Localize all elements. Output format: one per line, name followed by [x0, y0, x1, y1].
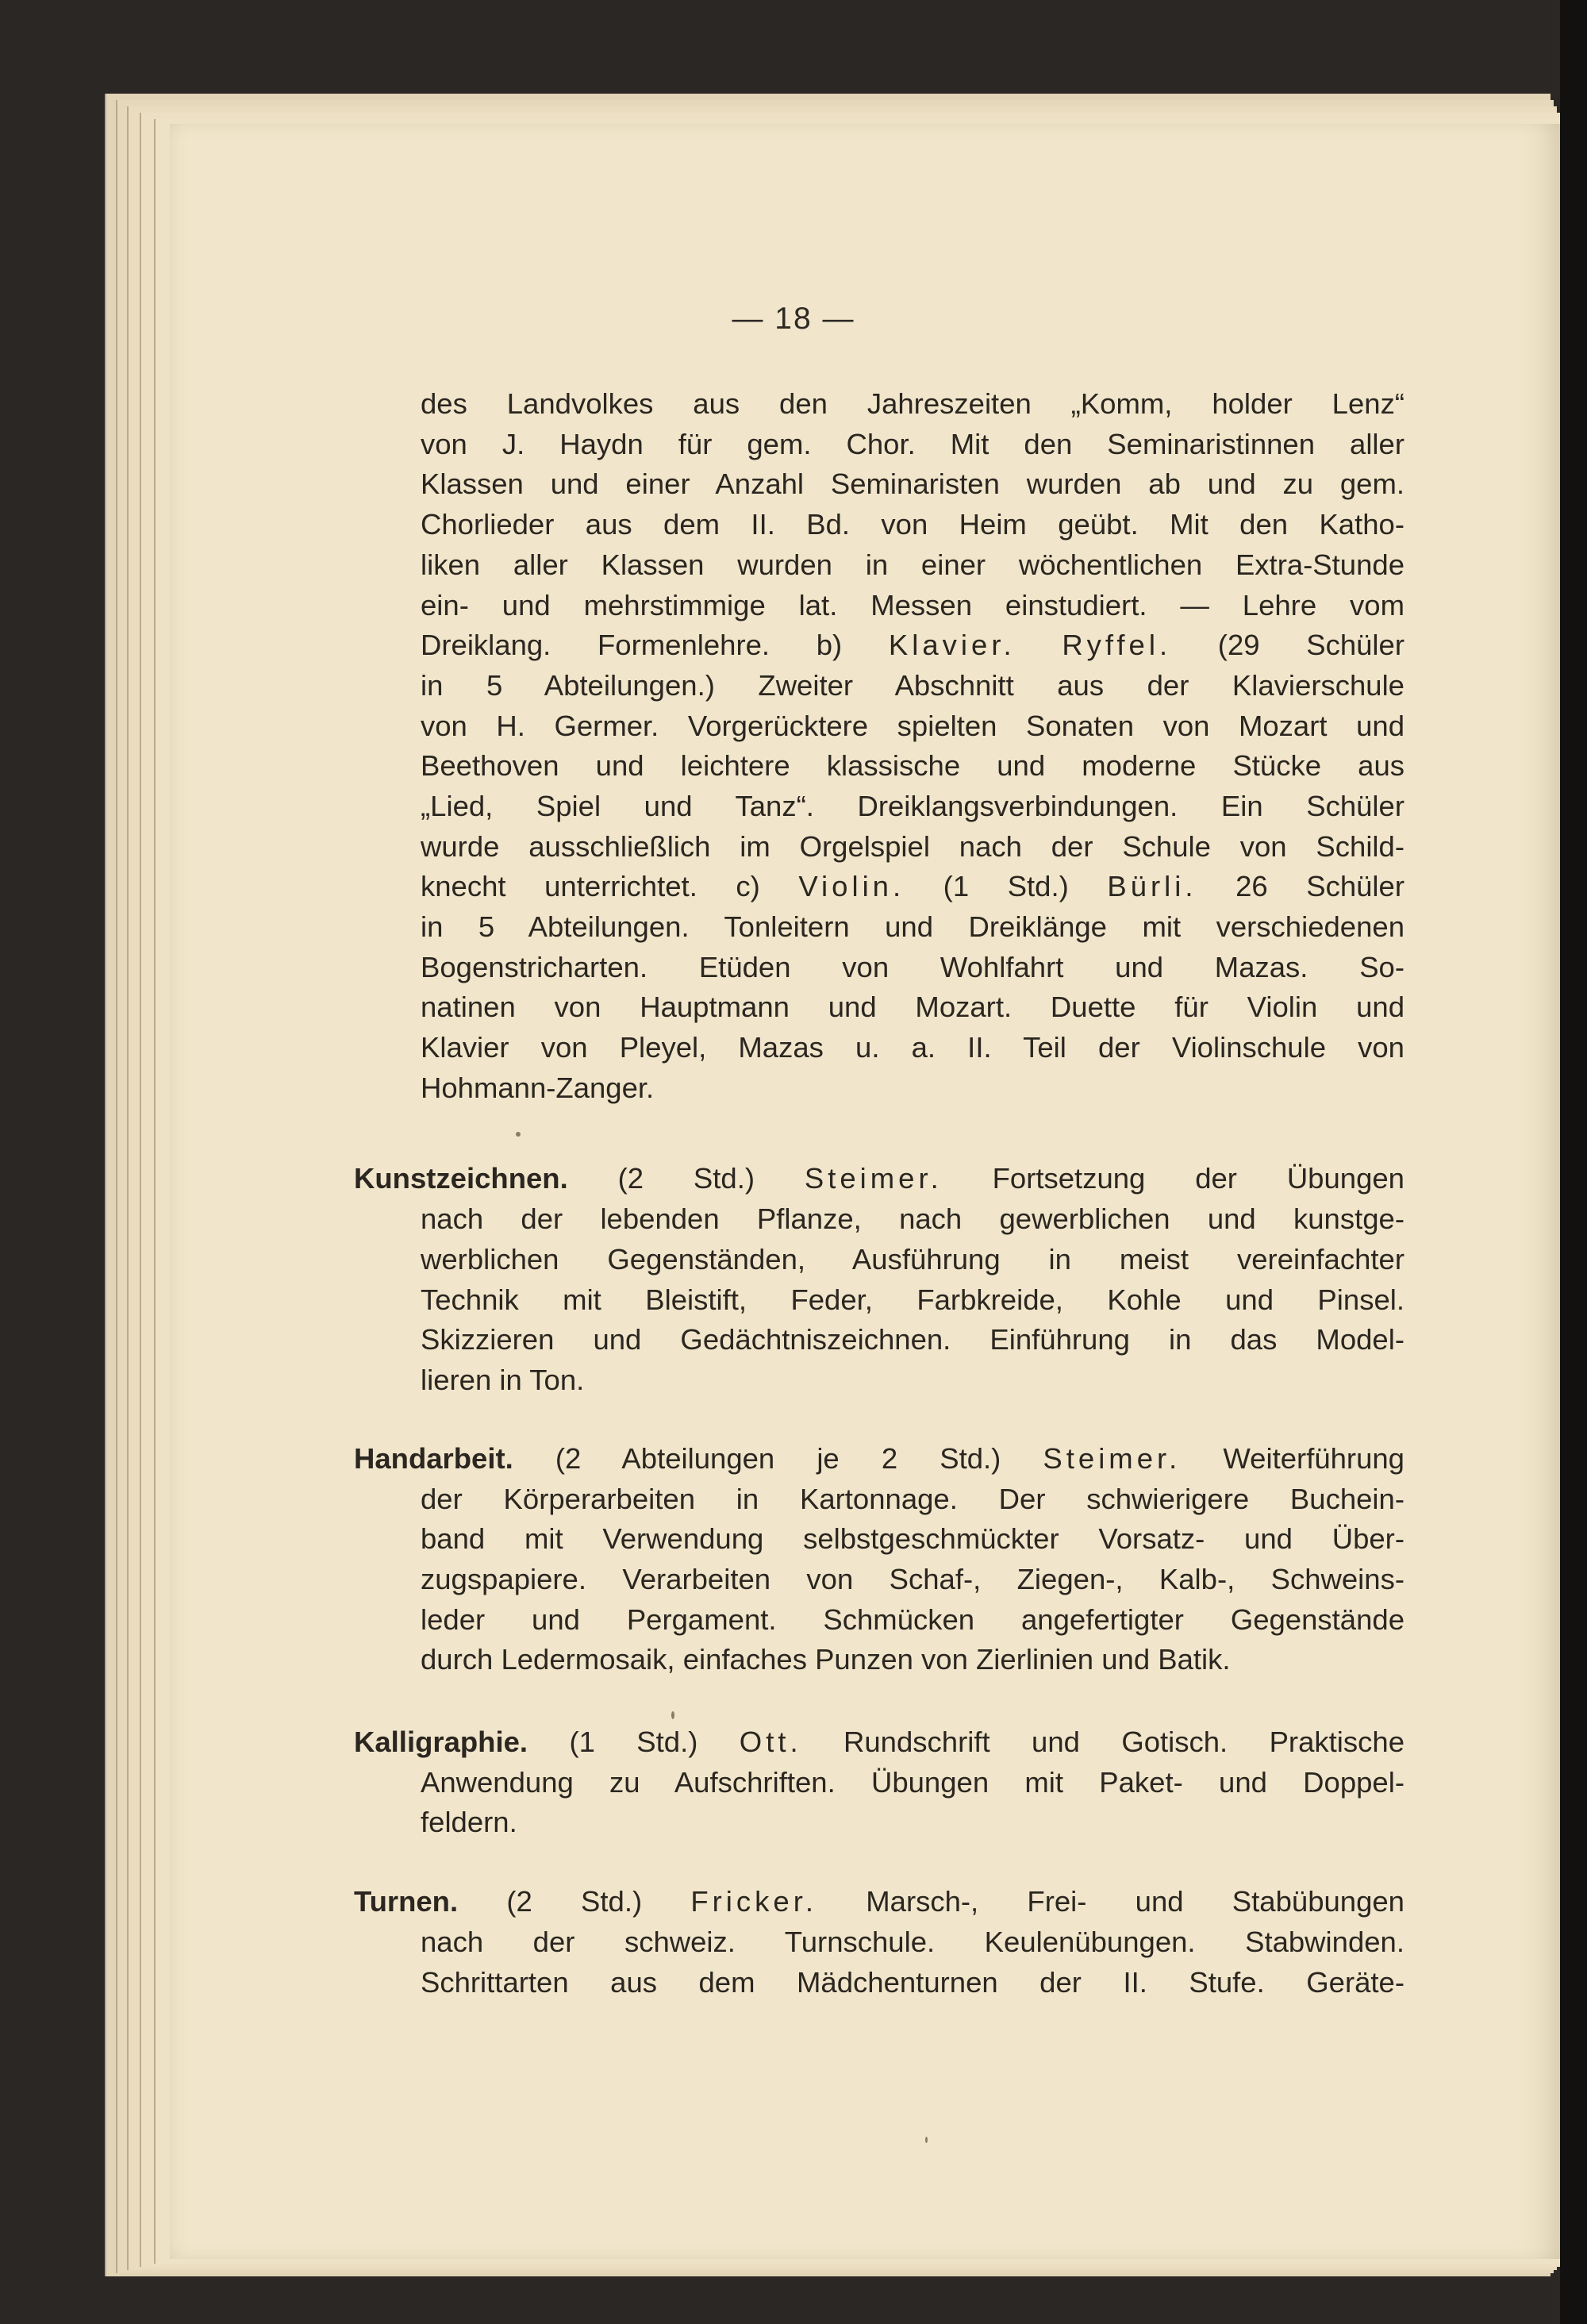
text-line: leder und Pergament. Schmücken angefertigter Gegenstände	[421, 1603, 1404, 1636]
text-line: Klassen und einer Anzahl Seminaristen wurden ab und zu gem.	[421, 467, 1404, 500]
text-line: Klavier von Pleyel, Mazas u. a. II. Teil der Violinschule von	[421, 1031, 1404, 1064]
teacher-name: Steimer.	[1043, 1442, 1182, 1475]
text-line: knecht unterrichtet. c) Violin. (1 Std.) Bürli. 26 Schüler	[421, 870, 1404, 902]
text-line: Skizzieren und Gedächtniszeichnen. Einführung in das Model-	[421, 1323, 1404, 1356]
text-line: zugspapiere. Verarbeiten von Schaf-, Ziegen-, Kalb-, Schweins-	[421, 1563, 1404, 1595]
text-line: feldern.	[421, 1806, 517, 1838]
text-line: liken aller Klassen wurden in einer wöchentlichen Extra-Stunde	[421, 548, 1404, 581]
text-line: Dreiklang. Formenlehre. b) Klavier. Ryffel. (29 Schüler	[421, 629, 1404, 661]
text-line: des Landvolkes aus den Jahreszeiten „Komm, holder Lenz“	[421, 387, 1404, 420]
text-line: Chorlieder aus dem II. Bd. von Heim geübt. Mit den Katho-	[421, 508, 1404, 541]
text-line: Bogenstricharten. Etüden von Wohlfahrt und Mazas. So-	[421, 951, 1404, 983]
text-line: Handarbeit. (2 Abteilungen je 2 Std.) Steimer. Weiterführung	[354, 1442, 1404, 1475]
teacher-name: Ott.	[739, 1726, 802, 1758]
teacher-name: Bürli.	[1107, 870, 1197, 902]
teacher-name: Ryffel.	[1062, 629, 1172, 661]
ink-speck	[671, 1711, 674, 1719]
ink-speck	[925, 2137, 928, 2143]
text-line: von H. Germer. Vorgerücktere spielten Sonaten von Mozart und	[421, 710, 1404, 742]
instrument-name: Klavier.	[888, 629, 1016, 661]
text-line: der Körperarbeiten in Kartonnage. Der schwierigere Buchein-	[421, 1483, 1404, 1515]
section-heading: Turnen.	[354, 1885, 459, 1918]
text-line: werblichen Gegenständen, Ausführung in meist vereinfachter	[421, 1243, 1404, 1276]
text-line: in 5 Abteilungen. Tonleitern und Dreiklänge mit verschiedenen	[421, 910, 1404, 943]
text-line: wurde ausschließlich im Orgelspiel nach der Schule von Schild-	[421, 830, 1404, 863]
text-line: Schrittarten aus dem Mädchenturnen der II. Stufe. Geräte-	[421, 1966, 1404, 1999]
text-line: lieren in Ton.	[421, 1364, 585, 1396]
text-line: Anwendung zu Aufschriften. Übungen mit Paket- und Doppel-	[421, 1766, 1404, 1799]
page-number: — 18 —	[732, 302, 855, 336]
text-line: in 5 Abteilungen.) Zweiter Abschnitt aus der Klavierschule	[421, 669, 1404, 702]
text-line: nach der schweiz. Turnschule. Keulenübungen. Stabwinden.	[421, 1926, 1404, 1958]
text-line: von J. Haydn für gem. Chor. Mit den Seminaristinnen aller	[421, 428, 1404, 460]
book-binding	[1560, 0, 1587, 2324]
instrument-name: Violin.	[798, 870, 905, 902]
text-line: durch Ledermosaik, einfaches Punzen von Zierlinien und Batik.	[421, 1643, 1231, 1676]
section-heading: Kalligraphie.	[354, 1726, 528, 1758]
ink-speck	[516, 1132, 521, 1137]
teacher-name: Steimer.	[804, 1162, 943, 1195]
text-line: Kalligraphie. (1 Std.) Ott. Rundschrift und Gotisch. Praktische	[354, 1726, 1404, 1758]
text-line: ein- und mehrstimmige lat. Messen einstudiert. — Lehre vom	[421, 589, 1404, 621]
text-line: Technik mit Bleistift, Feder, Farbkreide, Kohle und Pinsel.	[421, 1283, 1404, 1316]
text-line: nach der lebenden Pflanze, nach gewerblichen und kunstge-	[421, 1202, 1404, 1235]
teacher-name: Fricker.	[690, 1885, 818, 1918]
text-line: „Lied, Spiel und Tanz“. Dreiklangsverbindungen. Ein Schüler	[421, 790, 1404, 822]
text-line: Turnen. (2 Std.) Fricker. Marsch-, Frei- und Stabübungen	[354, 1885, 1404, 1918]
text-line: Hohmann-Zanger.	[421, 1072, 655, 1104]
text-line: band mit Verwendung selbstgeschmückter Vorsatz- und Über-	[421, 1522, 1404, 1555]
section-heading: Handarbeit.	[354, 1442, 513, 1475]
text-line: Kunstzeichnen. (2 Std.) Steimer. Fortsetzung der Übungen	[354, 1162, 1404, 1195]
text-line: Beethoven und leichtere klassische und moderne Stücke aus	[421, 749, 1404, 782]
text-line: natinen von Hauptmann und Mozart. Duette für Violin und	[421, 991, 1404, 1023]
section-heading: Kunstzeichnen.	[354, 1162, 568, 1195]
